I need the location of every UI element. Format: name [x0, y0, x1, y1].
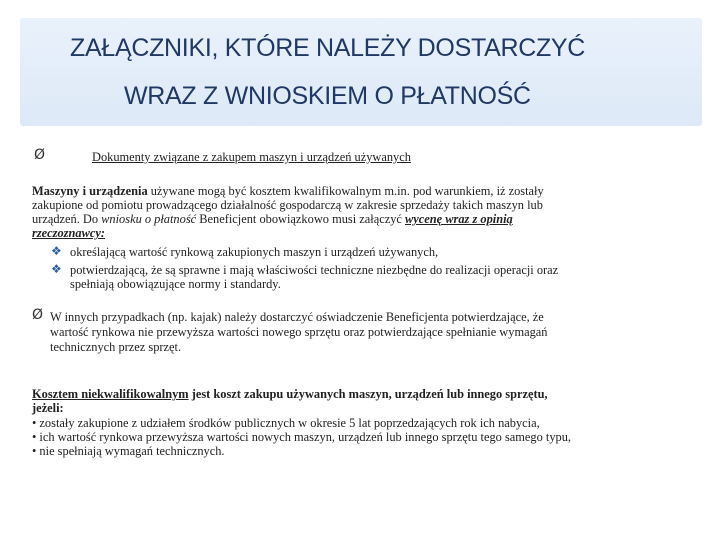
section2-line-2: wartość rynkowa nie przewyższa wartości nowego sprzętu oraz potwierdzające spełnianie wymagań [50, 325, 548, 339]
slide-title-line-2: WRAZ Z WNIOSKIEM O PŁATNOŚĆ [124, 82, 531, 110]
diamond-bullet-icon: ❖ [51, 244, 62, 258]
section1-paragraph-line-1: Maszyny i urządzenia używane mogą być kosztem kwalifikowalnym m.in. pod warunkiem, iż zostały [32, 184, 544, 198]
section3-line-1: Kosztem niekwalifikowalnym jest koszt zakupu używanych maszyn, urządzeń lub innego sprzętu, [32, 387, 548, 401]
section3-item-2: • ich wartość rynkowa przewyższa wartości nowych maszyn, urządzeń lub innego sprzętu tego samego typu, [32, 430, 572, 444]
diamond-item-1: określającą wartość rynkową zakupionych maszyn i urządzeń używanych, [70, 245, 439, 259]
diamond-item-2-line-1: potwierdzającą, że są sprawne i mają właściwości techniczne niezbędne do realizacji operacji oraz [70, 263, 559, 277]
section1-paragraph-line-2: zakupione od pomiotu prowadzącego działalność gospodarczą w zakresie sprzedaży takich maszyn lub [32, 198, 543, 212]
section2-line-3: technicznych przez sprzęt. [50, 340, 182, 354]
section3-item-1: • zostały zakupione z udziałem środków publicznych w okresie 5 lat poprzedzających rok ich nabycia, [32, 416, 540, 430]
section1-heading: Dokumenty związane z zakupem maszyn i urządzeń używanych [92, 150, 411, 164]
arrow-bullet-icon: Ø [32, 307, 44, 323]
section2-line-1: W innych przypadkach (np. kajak) należy dostarczyć oświadczenie Beneficjenta potwierdzające, że [50, 310, 544, 324]
arrow-bullet-icon: Ø [34, 147, 46, 163]
section1-paragraph-line-4: rzeczoznawcy: [32, 226, 105, 240]
diamond-bullet-icon: ❖ [51, 262, 62, 276]
section3-item-3: • nie spełniają wymagań technicznych. [32, 444, 225, 458]
section3-line-2: jeżeli: [32, 401, 64, 415]
diamond-item-2-line-2: spełniają obowiązujące normy i standardy. [70, 277, 281, 291]
section1-paragraph-line-3: urządzeń. Do wniosku o płatność Beneficjent obowiązkowo musi załączyć wycenę wraz z opinią [32, 212, 513, 226]
slide-title-line-1: ZAŁĄCZNIKI, KTÓRE NALEŻY DOSTARCZYĆ [70, 34, 586, 62]
